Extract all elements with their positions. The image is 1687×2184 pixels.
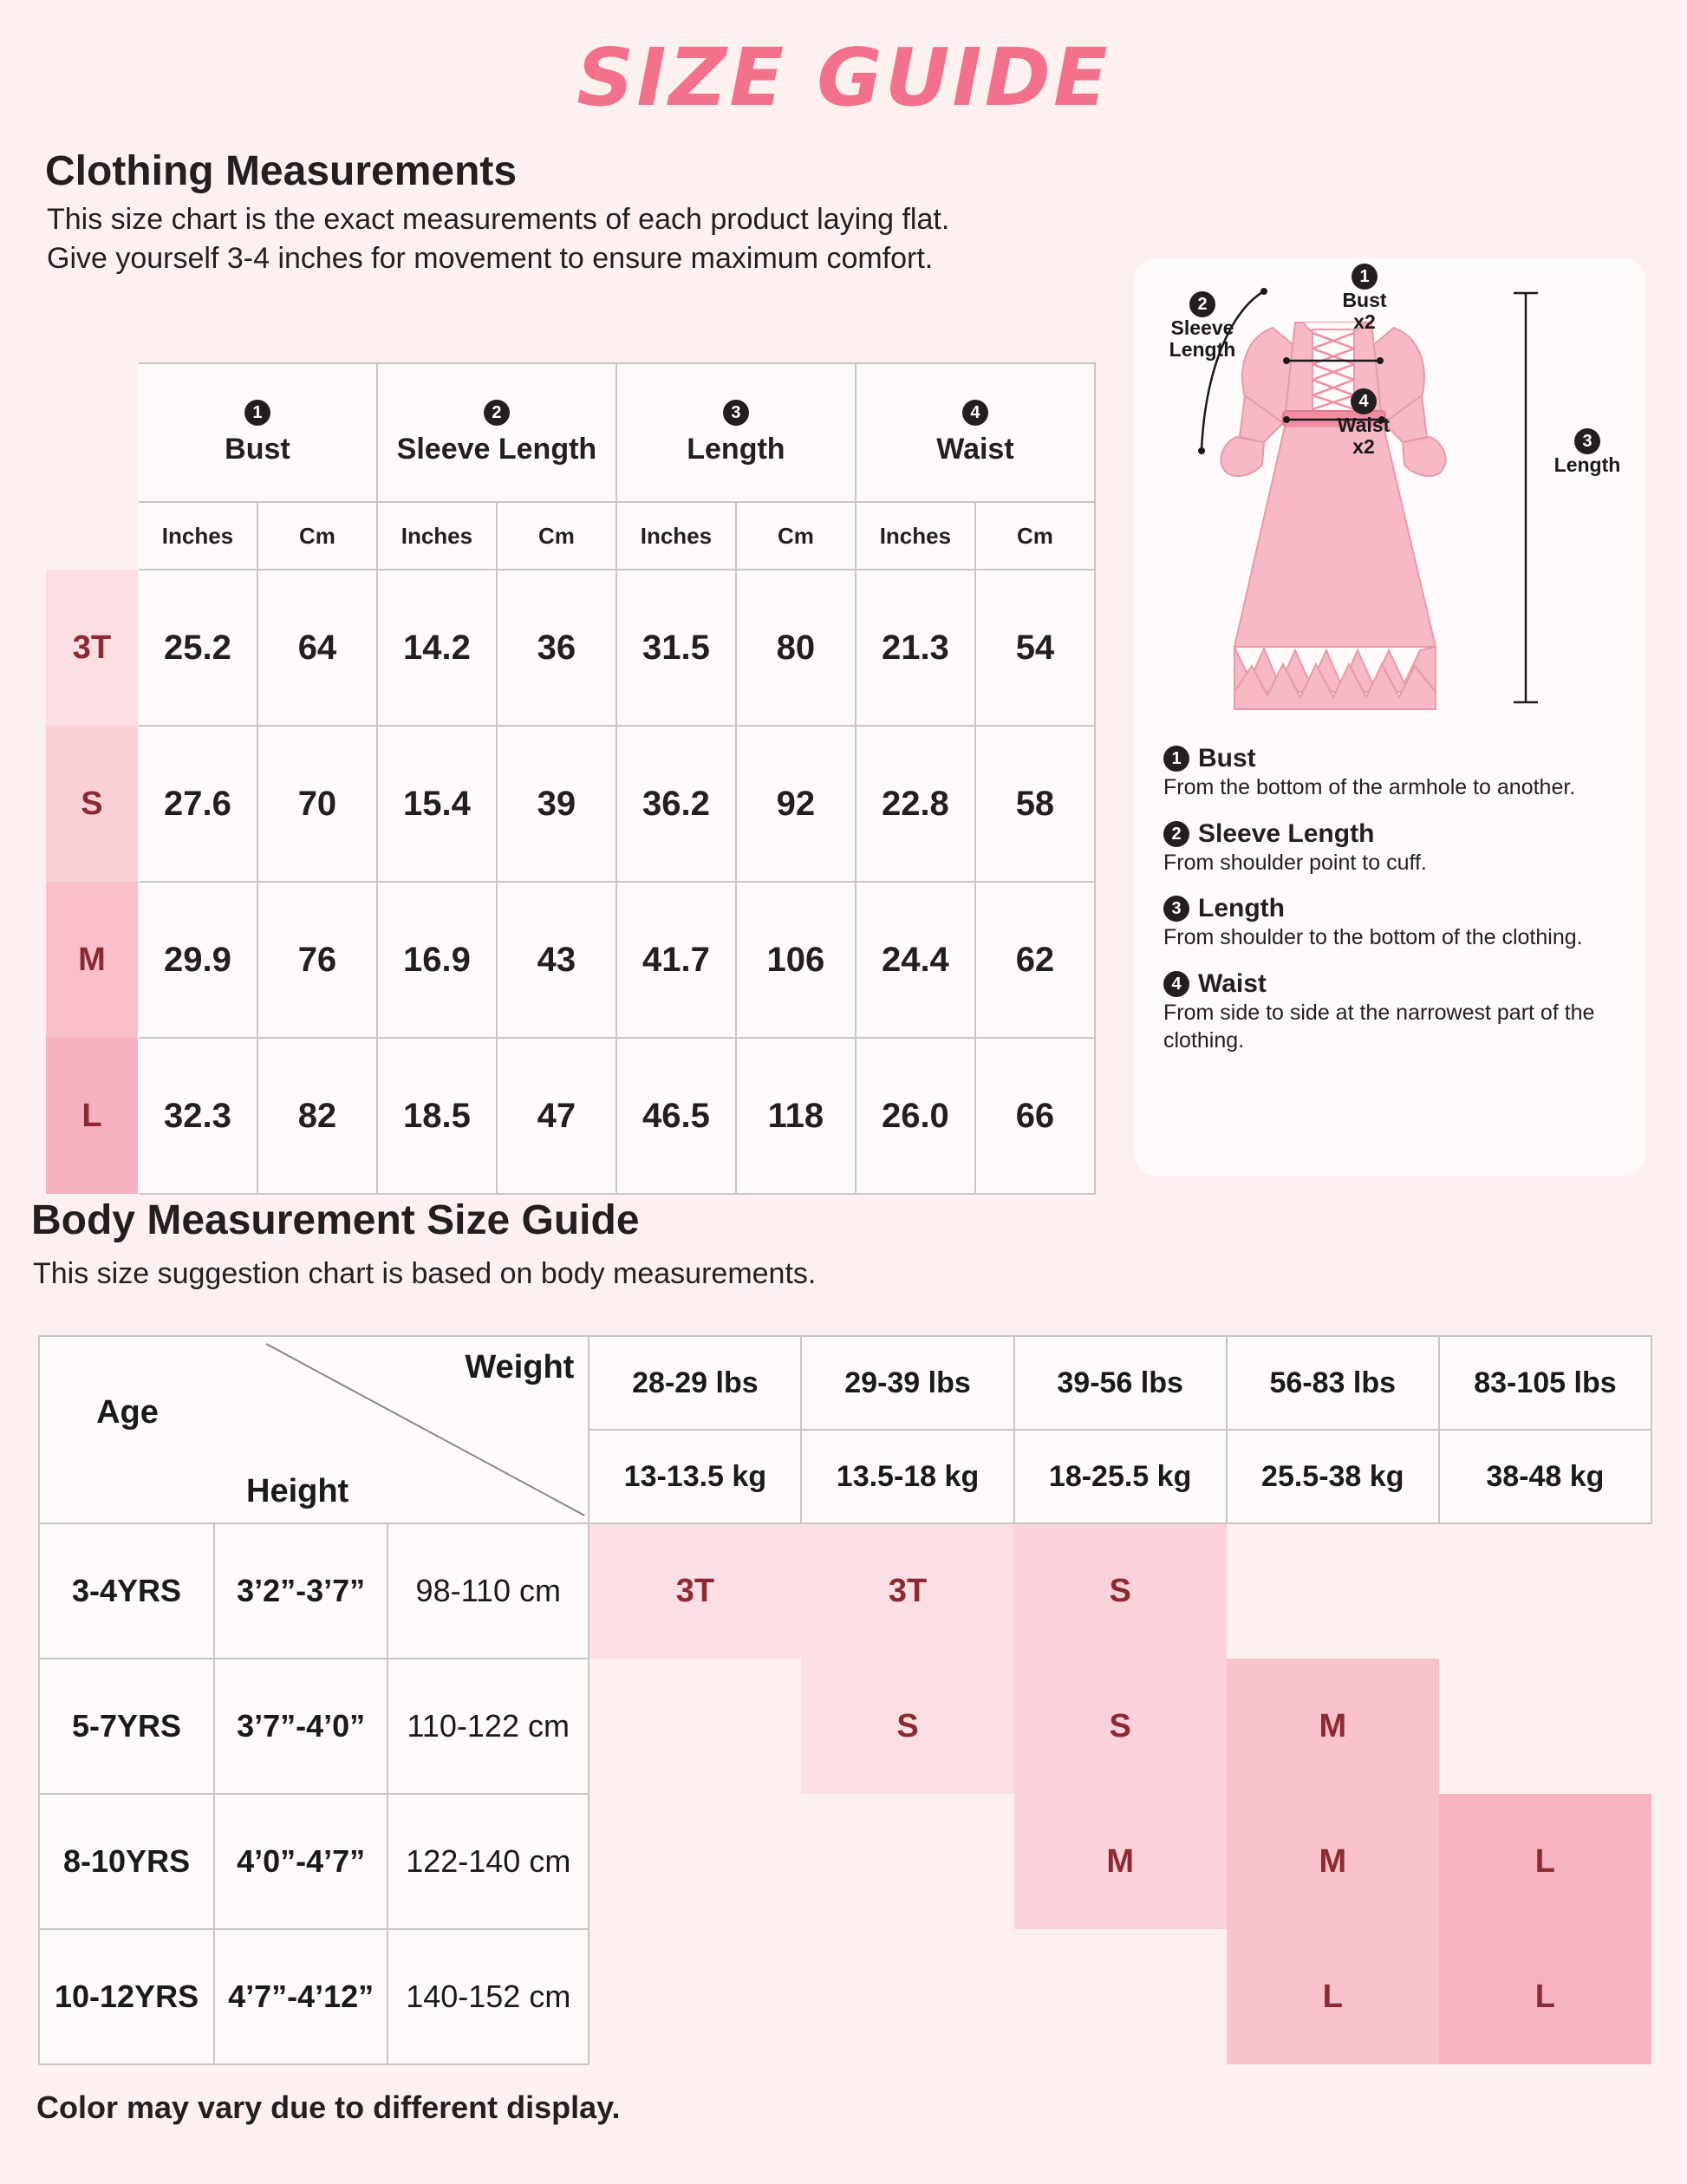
size-suggestion: S [1014,1523,1227,1659]
measure-value: 29.9 [138,882,257,1038]
corner-blank [46,502,138,570]
table-row [46,1038,1095,1194]
group-label: Bust [225,432,290,466]
unit-header: Inches [856,502,975,570]
size-suggestion-empty [1014,1929,1227,2064]
size-suggestion: S [1014,1659,1227,1794]
legend-description: From side to side at the narrowest part of the clothing. [1163,1000,1595,1053]
callout-bust [1312,264,1417,333]
group-header-length [616,363,856,502]
table-row [46,882,1095,1038]
size-suggestion-empty [801,1794,1013,1929]
measure-value: 76 [257,882,377,1038]
weight-range-lbs: 39-56 lbs [1014,1336,1227,1430]
callout-waist-label: Waist [1337,414,1391,436]
table-row [39,1659,1651,1794]
group-header-sleeve-length [377,363,616,502]
measure-value: 41.7 [616,882,736,1038]
table-header-row-weight [39,1336,1651,1430]
age-height-weight-corner [39,1336,589,1523]
table-row [39,1794,1651,1929]
legend-item-bust [1163,744,1623,802]
callout-sleeve-label1: Sleeve [1170,316,1234,339]
height-range-ft: 3’7”-4’0” [214,1659,388,1794]
badge-3-icon: 3 [723,400,749,426]
body-measurement-heading: Body Measurement Size Guide [31,1197,640,1243]
height-range-ft: 4’7”-4’12” [214,1929,388,2064]
table-row [46,726,1095,882]
clothing-measurements-table [45,362,1096,1195]
measure-value: 32.3 [138,1038,257,1194]
unit-header: Cm [975,502,1095,570]
measure-value: 27.6 [138,726,257,882]
corner-blank [46,363,138,502]
dress-illustration [1134,258,1645,733]
measure-value: 39 [497,726,616,882]
height-range-cm: 122-140 cm [388,1794,589,1929]
badge-3-icon: 3 [1163,896,1189,922]
height-header: Height [246,1473,349,1509]
measure-value: 80 [736,570,856,726]
size-suggestion-empty [589,1659,801,1794]
badge-1-icon: 1 [244,400,270,426]
legend-title-text: Sleeve Length [1198,818,1375,848]
size-suggestion: L [1439,1794,1651,1929]
table-header-row-groups [46,363,1095,502]
body-measurement-table [38,1335,1652,2065]
badge-2-icon: 2 [1189,291,1215,317]
callout-waist [1307,388,1420,458]
weight-range-kg: 13-13.5 kg [589,1430,801,1523]
weight-range-kg: 13.5-18 kg [801,1430,1013,1523]
height-range-ft: 4’0”-4’7” [214,1794,388,1929]
badge-2-icon: 2 [1163,821,1189,847]
footnote: Color may vary due to different display. [36,2089,621,2125]
badge-4-icon: 4 [962,400,988,426]
measure-value: 26.0 [856,1038,975,1194]
unit-header: Inches [377,502,497,570]
size-suggestion-empty [1227,1523,1439,1659]
height-range-cm: 98-110 cm [388,1523,589,1659]
clothing-measurements-sub-line1: This size chart is the exact measurements of each product laying flat. [47,203,950,236]
size-suggestion-empty [801,1929,1013,2064]
table-row [46,570,1095,726]
weight-range-kg: 18-25.5 kg [1014,1430,1227,1523]
badge-2-icon: 2 [484,400,510,426]
measure-value: 36.2 [616,726,736,882]
unit-header: Cm [257,502,377,570]
measure-value: 46.5 [616,1038,736,1194]
measure-value: 92 [736,726,856,882]
badge-4-icon: 4 [1163,971,1189,997]
legend-item-waist [1163,969,1623,1055]
height-range-cm: 140-152 cm [388,1929,589,2064]
callout-sleeve-label2: Length [1169,338,1236,361]
legend-title [1163,744,1623,773]
group-header-waist [856,363,1095,502]
age-range: 8-10YRS [39,1794,214,1929]
legend-title-text: Waist [1198,968,1267,998]
measure-value: 24.4 [856,882,975,1038]
measure-value: 106 [736,882,856,1038]
legend-item-sleeve-length [1163,819,1623,877]
unit-header: Cm [497,502,616,570]
height-range-cm: 110-122 cm [388,1659,589,1794]
group-label: Length [687,432,785,466]
size-suggestion: L [1227,1929,1439,2064]
measure-value: 36 [497,570,616,726]
age-range: 5-7YRS [39,1659,214,1794]
weight-range-kg: 25.5-38 kg [1227,1430,1439,1523]
badge-3-icon: 3 [1574,428,1600,454]
page-title: SIZE GUIDE [576,31,1111,124]
callout-waist-multiplier: x2 [1352,435,1375,458]
size-suggestion: 3T [589,1523,801,1659]
badge-1-icon: 1 [1163,746,1189,772]
size-suggestion-empty [589,1794,801,1929]
measure-value: 15.4 [377,726,497,882]
unit-header: Cm [736,502,856,570]
size-label: S [46,726,138,882]
unit-header: Inches [616,502,736,570]
height-range-ft: 3’2”-3’7” [214,1523,388,1659]
measure-value: 64 [257,570,377,726]
callout-length [1540,428,1635,476]
legend-title-text: Bust [1198,744,1256,773]
legend-description: From the bottom of the armhole to another. [1163,775,1576,799]
measurement-legend [1163,744,1623,1072]
size-label: M [46,882,138,1038]
callout-sleeve-length [1146,291,1259,361]
clothing-measurements-sub-line2: Give yourself 3-4 inches for movement to ensure maximum comfort. [47,241,934,275]
measure-value: 66 [975,1038,1095,1194]
legend-description: From shoulder point to cuff. [1163,850,1427,875]
measure-value: 22.8 [856,726,975,882]
unit-header: Inches [138,502,257,570]
clothing-measurements-table-wrap [45,362,1096,1195]
size-suggestion-empty [1439,1523,1651,1659]
table-row [39,1929,1651,2064]
callout-length-label: Length [1553,453,1621,476]
callout-bust-multiplier: x2 [1353,310,1376,333]
measure-value: 16.9 [377,882,497,1038]
legend-title [1163,894,1623,923]
measure-value: 47 [497,1038,616,1194]
size-suggestion: L [1439,1929,1651,2064]
legend-description: From shoulder to the bottom of the clothing. [1163,925,1583,949]
weight-header: Weight [465,1349,575,1385]
weight-range-lbs: 28-29 lbs [589,1336,801,1430]
size-suggestion-empty [1439,1659,1651,1794]
group-label: Sleeve Length [396,432,597,466]
measure-value: 43 [497,882,616,1038]
measure-value: 82 [257,1038,377,1194]
weight-range-lbs: 29-39 lbs [801,1336,1013,1430]
measure-value: 31.5 [616,570,736,726]
measurement-illustration-card [1134,258,1645,1176]
size-label: 3T [46,570,138,726]
measure-value: 54 [975,570,1095,726]
body-measurement-table-wrap [38,1335,1652,2065]
callout-bust-label: Bust [1342,289,1387,311]
measure-value: 62 [975,882,1095,1038]
weight-range-lbs: 56-83 lbs [1227,1336,1439,1430]
measure-value: 58 [975,726,1095,882]
group-header-bust [138,363,377,502]
measure-value: 18.5 [377,1038,497,1194]
weight-range-kg: 38-48 kg [1439,1430,1651,1523]
table-header-row-units [46,502,1095,570]
measure-value: 118 [736,1038,856,1194]
measure-value: 14.2 [377,570,497,726]
age-header: Age [96,1394,159,1431]
group-label: Waist [936,432,1014,466]
body-measurement-sub: This size suggestion chart is based on body measurements. [33,1257,817,1290]
size-suggestion: S [801,1659,1013,1794]
size-suggestion: M [1227,1659,1439,1794]
badge-1-icon: 1 [1352,264,1378,290]
size-suggestion: 3T [801,1523,1013,1659]
size-suggestion: M [1227,1794,1439,1929]
measure-value: 70 [257,726,377,882]
badge-4-icon: 4 [1351,388,1377,414]
clothing-measurements-heading: Clothing Measurements [45,148,518,194]
size-suggestion-empty [589,1929,801,2064]
weight-range-lbs: 83-105 lbs [1439,1336,1651,1430]
age-range: 3-4YRS [39,1523,214,1659]
legend-item-length [1163,894,1623,952]
age-range: 10-12YRS [39,1929,214,2064]
measure-value: 25.2 [138,570,257,726]
legend-title-text: Length [1198,894,1285,922]
legend-title [1163,819,1623,849]
legend-title [1163,969,1623,999]
measure-value: 21.3 [856,570,975,726]
size-label: L [46,1038,138,1194]
table-row [39,1523,1651,1659]
size-suggestion: M [1014,1794,1227,1929]
